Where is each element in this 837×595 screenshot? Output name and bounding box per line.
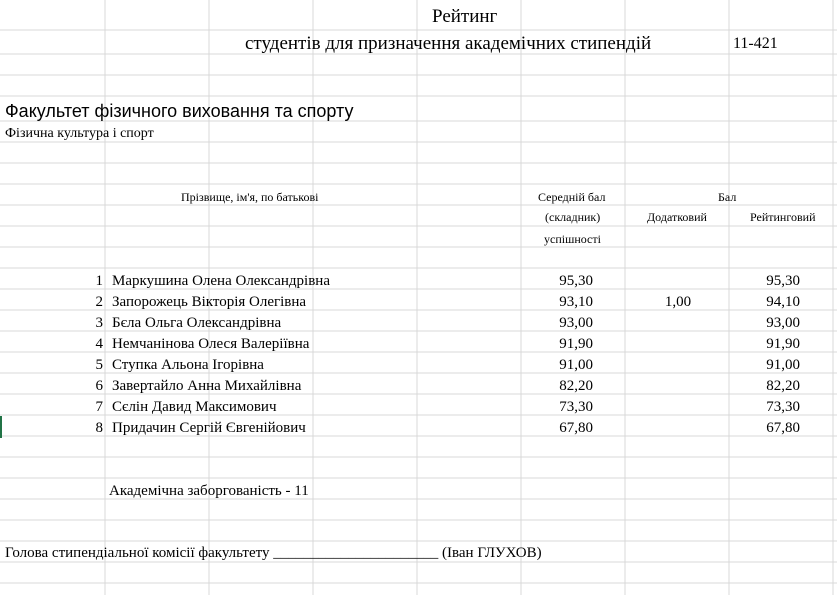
group-number: 11-421 <box>733 35 778 52</box>
average-score: 91,00 <box>559 357 593 373</box>
row-number: 5 <box>95 357 103 373</box>
row-number: 2 <box>95 294 103 310</box>
rating-score: 91,90 <box>766 336 800 352</box>
average-score: 67,80 <box>559 420 593 436</box>
student-name: Сєлін Давид Максимович <box>112 399 277 415</box>
rating-score: 91,00 <box>766 357 800 373</box>
report-subtitle: студентів для призначення академічних стипендій <box>245 33 652 54</box>
average-score: 93,00 <box>559 315 593 331</box>
report-title: Рейтинг <box>432 6 498 27</box>
column-header-rating: Рейтинговий <box>750 210 816 224</box>
specialty-name: Фізична культура і спорт <box>5 126 154 141</box>
faculty-name: Факультет фізичного виховання та спорту <box>5 101 354 121</box>
student-name: Придачин Сергій Євгенійович <box>112 420 306 436</box>
column-header-additional: Додатковий <box>647 210 707 224</box>
rating-score: 93,00 <box>766 315 800 331</box>
row-number: 8 <box>95 420 103 436</box>
average-score: 82,20 <box>559 378 593 394</box>
rating-score: 82,20 <box>766 378 800 394</box>
rating-score: 73,30 <box>766 399 800 415</box>
signature-line <box>5 546 542 561</box>
rating-score: 94,10 <box>766 294 800 310</box>
column-header-name: Прізвище, ім'я, по батькові <box>181 190 319 204</box>
student-name: Немчанінова Олеся Валеріївна <box>112 336 310 352</box>
signature-blank: ______________________ <box>273 545 439 561</box>
additional-score: 1,00 <box>664 294 692 310</box>
column-header-avg-line1: Середній бал <box>538 190 606 204</box>
average-score: 91,90 <box>559 336 593 352</box>
row-number: 3 <box>95 315 103 331</box>
student-name: Маркушина Олена Олександрівна <box>112 273 330 289</box>
column-header-avg-line2: (складник) <box>545 210 601 224</box>
student-name: Ступка Альона Ігорівна <box>112 357 264 373</box>
rating-score: 95,30 <box>766 273 800 289</box>
row-number: 4 <box>95 336 103 352</box>
row-number: 1 <box>95 273 103 289</box>
average-score: 93,10 <box>559 294 593 310</box>
row-selection-marker <box>0 416 2 438</box>
signature-name: (Іван ГЛУХОВ) <box>442 545 542 561</box>
row-number: 6 <box>95 378 103 394</box>
average-score: 73,30 <box>559 399 593 415</box>
signature-label: Голова стипендіальної комісії факультету <box>5 545 270 561</box>
average-score: 95,30 <box>559 273 593 289</box>
academic-debt-note: Академічна заборгованість - 11 <box>109 483 309 499</box>
column-header-score: Бал <box>718 190 737 204</box>
column-header-avg-line3: успішності <box>544 232 601 246</box>
row-number: 7 <box>95 399 103 415</box>
rating-score: 67,80 <box>766 420 800 436</box>
student-name: Бєла Ольга Олександрівна <box>112 315 282 331</box>
student-name: Завертайло Анна Михайлівна <box>112 378 302 394</box>
student-name: Запорожець Вікторія Олегівна <box>112 294 307 310</box>
